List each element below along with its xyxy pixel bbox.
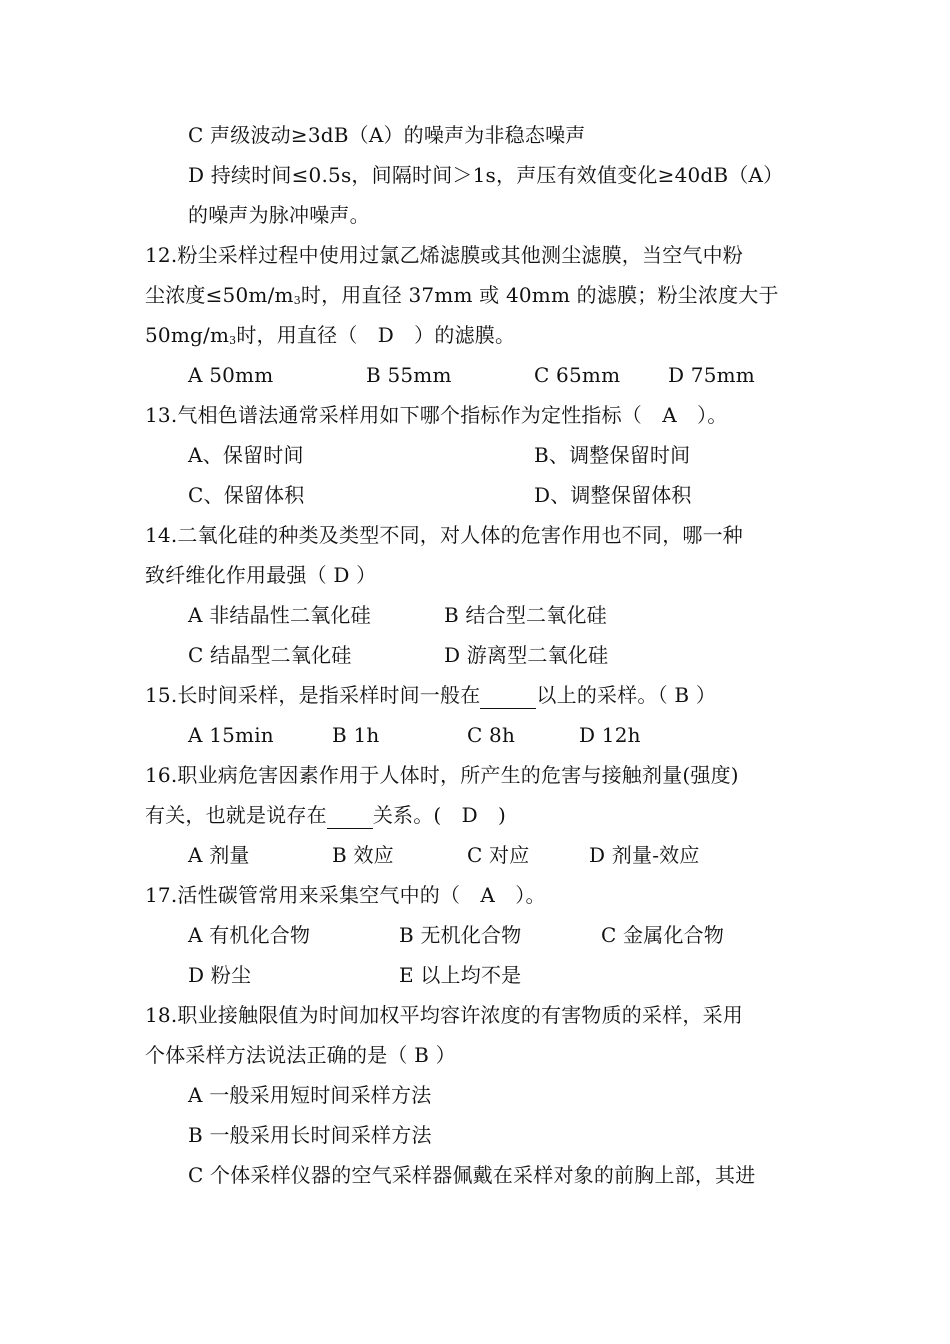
q16-option-a: A 剂量 [188, 843, 250, 867]
q13-option-b: B、调整保留时间 [534, 443, 691, 467]
q12-option-a: A 50mm [188, 363, 274, 387]
q15-stem: 15.长时间采样，是指采样时间一般在 以上的采样。（ B ） [145, 683, 717, 707]
q16-stem-line1: 16.职业病危害因素作用于人体时，所产生的危害与接触剂量(强度) [145, 763, 739, 787]
q11-option-d-line1: D 持续时间≤0.5s，间隔时间＞1s，声压有效值变化≥40dB（A） [188, 163, 784, 187]
q11-option-c: C 声级波动≥3dB（A）的噪声为非稳态噪声 [188, 123, 586, 147]
q17-option-c: C 金属化合物 [601, 923, 725, 947]
q12-stem-line2: 尘浓度≤50m/m3时，用直径 37mm 或 40mm 的滤膜；粉尘浓度大于 [145, 283, 779, 307]
q14-option-b: B 结合型二氧化硅 [444, 603, 607, 627]
q14-stem-line1: 14.二氧化硅的种类及类型不同，对人体的危害作用也不同，哪一种 [145, 523, 744, 547]
q14-stem-line2: 致纤维化作用最强（ D ） [145, 563, 377, 587]
q17-option-e: E 以上均不是 [399, 963, 522, 987]
q12-stem-line3: 50mg/m3时，用直径（ D ）的滤膜。 [145, 323, 516, 347]
q12-stem-line1: 12.粉尘采样过程中使用过氯乙烯滤膜或其他测尘滤膜，当空气中粉 [145, 243, 744, 267]
q16-option-c: C 对应 [467, 843, 530, 867]
q16-option-b: B 效应 [332, 843, 394, 867]
q14-option-a: A 非结晶性二氧化硅 [188, 603, 371, 627]
answer-blank [480, 682, 536, 709]
q13-option-a: A、保留时间 [188, 443, 304, 467]
q18-option-a: A 一般采用短时间采样方法 [188, 1083, 432, 1107]
q11-option-d-line2: 的噪声为脉冲噪声。 [188, 203, 370, 227]
q13-option-d: D、调整保留体积 [534, 483, 692, 507]
q18-option-c: C 个体采样仪器的空气采样器佩戴在采样对象的前胸上部，其进 [188, 1163, 756, 1187]
q17-option-d: D 粉尘 [188, 963, 252, 987]
q17-option-a: A 有机化合物 [188, 923, 311, 947]
q18-stem-line2: 个体采样方法说法正确的是（ B ） [145, 1043, 456, 1067]
q17-stem: 17.活性碳管常用来采集空气中的（ A ）。 [145, 883, 546, 907]
q15-option-b: B 1h [332, 723, 380, 747]
q14-option-d: D 游离型二氧化硅 [444, 643, 609, 667]
q17-option-b: B 无机化合物 [399, 923, 522, 947]
q15-option-a: A 15min [188, 723, 274, 747]
q18-stem-line1: 18.职业接触限值为时间加权平均容许浓度的有害物质的采样，采用 [145, 1003, 744, 1027]
q15-option-c: C 8h [467, 723, 516, 747]
q15-option-d: D 12h [579, 723, 641, 747]
q16-stem-line2: 有关，也就是说存在 关系。( D ) [145, 803, 507, 827]
q12-option-b: B 55mm [366, 363, 452, 387]
q16-option-d: D 剂量-效应 [589, 843, 700, 867]
q13-stem: 13.气相色谱法通常采样用如下哪个指标作为定性指标（ A ）。 [145, 403, 728, 427]
q18-option-b: B 一般采用长时间采样方法 [188, 1123, 432, 1147]
q14-option-c: C 结晶型二氧化硅 [188, 643, 352, 667]
answer-blank [327, 802, 373, 829]
q13-option-c: C、保留体积 [188, 483, 305, 507]
q12-option-d: D 75mm [668, 363, 755, 387]
q12-option-c: C 65mm [534, 363, 621, 387]
